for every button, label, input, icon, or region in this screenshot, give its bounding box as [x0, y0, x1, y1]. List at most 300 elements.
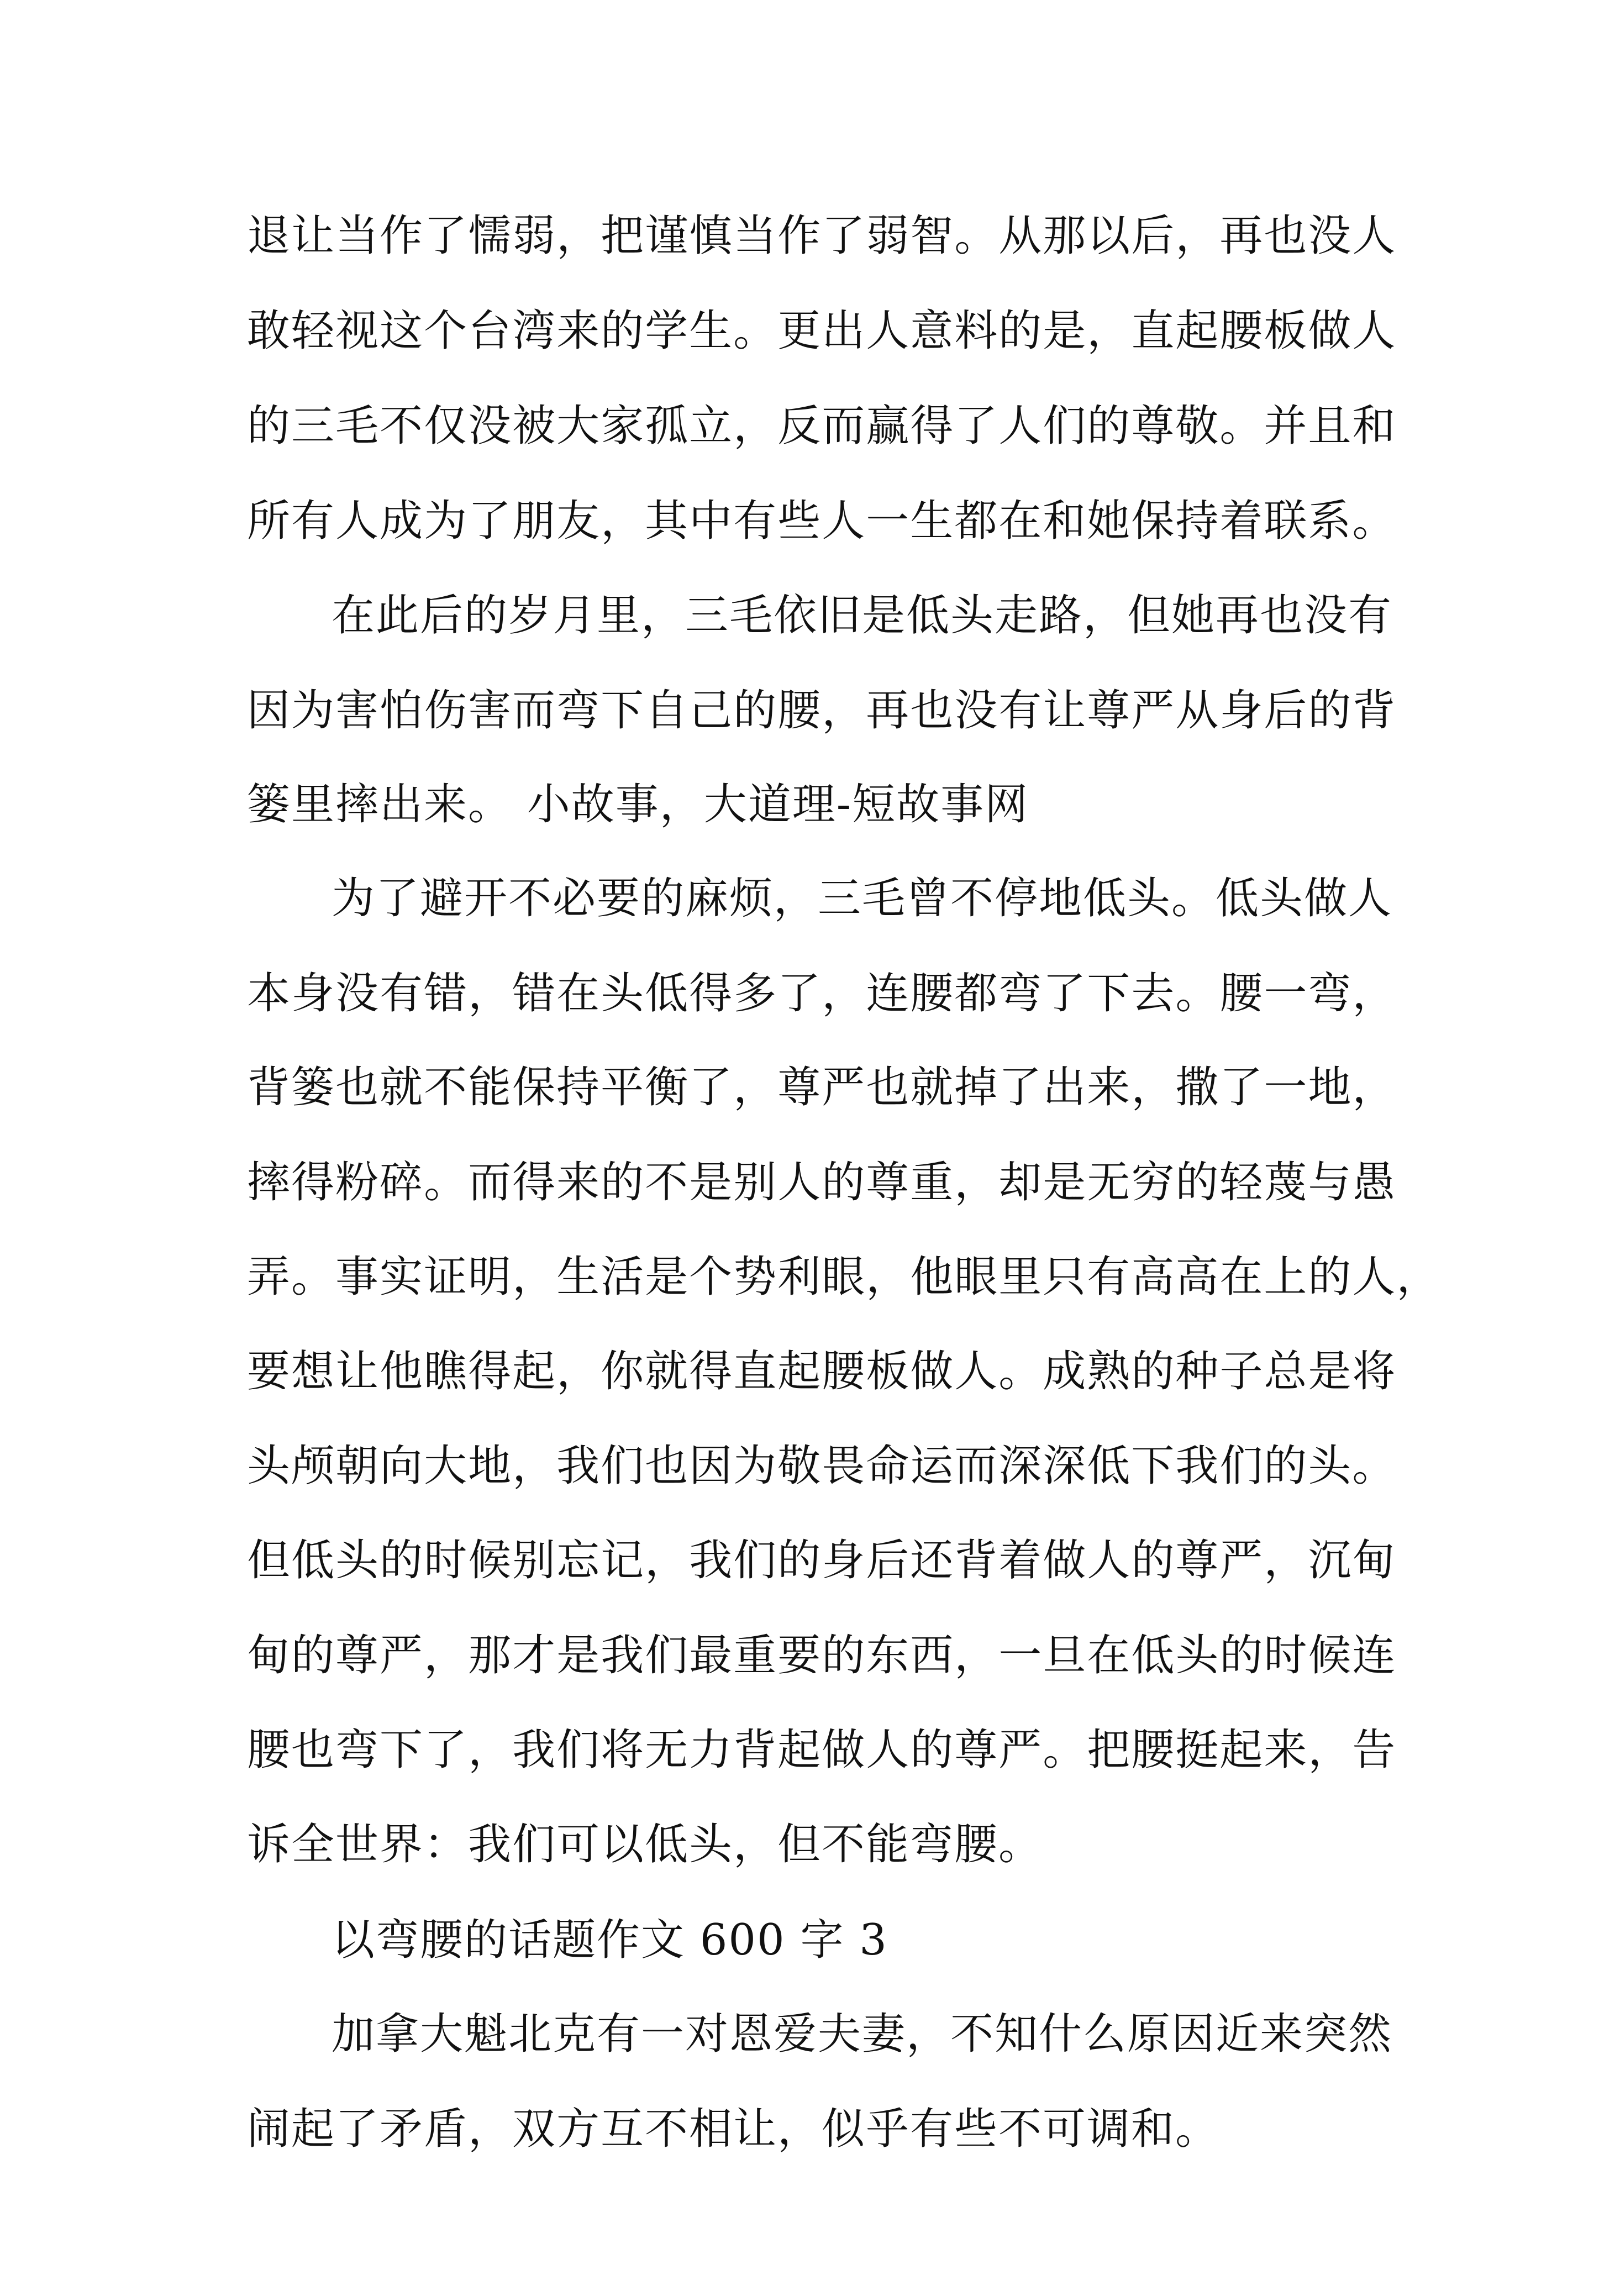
char-glyph: 深 [998, 1441, 1043, 1491]
char-glyph: ， [733, 401, 778, 451]
char-glyph: 所 [247, 496, 292, 546]
char-glyph: 将 [1352, 1347, 1397, 1396]
char-glyph: ， [1264, 1536, 1308, 1585]
char-glyph: 是 [689, 1158, 734, 1207]
paragraph-last-line: 闹起了矛盾，双方互不相让，似乎有些不可调和。 [247, 2104, 1220, 2154]
char-glyph: 后 [1131, 211, 1176, 261]
char-glyph: 让 [291, 211, 336, 261]
char-glyph: 们 [733, 1536, 778, 1585]
char-glyph: 还 [910, 1536, 955, 1585]
char-glyph: 眼 [954, 1252, 999, 1302]
char-glyph: 而 [468, 1158, 513, 1207]
char-glyph: 别 [733, 1158, 778, 1207]
char-glyph: ， [822, 686, 866, 735]
char-glyph: 力 [689, 1725, 734, 1775]
char-glyph: 们 [601, 1441, 645, 1491]
char-glyph: 。 [1175, 969, 1220, 1018]
char-glyph: 才 [512, 1631, 557, 1680]
char-glyph: 让 [1043, 686, 1087, 735]
char-glyph: 做 [1043, 1536, 1087, 1585]
char-glyph: 有 [380, 969, 424, 1018]
char-glyph: 的 [601, 1158, 645, 1207]
char-glyph: 那 [1043, 211, 1087, 261]
char-glyph: 是 [645, 1252, 690, 1302]
char-glyph: 身 [822, 1536, 866, 1585]
char-glyph: 身 [1219, 686, 1264, 735]
char-glyph: 错 [512, 969, 557, 1018]
char-glyph: ， [424, 1631, 469, 1680]
char-glyph: 的 [733, 686, 778, 735]
char-glyph: ， [468, 1725, 513, 1775]
char-glyph: 下 [1087, 969, 1132, 1018]
char-glyph: 尊 [1175, 1536, 1220, 1585]
char-glyph: 以 [1087, 211, 1132, 261]
char-glyph: 头 [247, 1441, 292, 1491]
char-glyph: 。 [733, 306, 778, 356]
char-glyph: ， [512, 1252, 557, 1302]
char-glyph: 碎 [380, 1158, 424, 1207]
char-glyph: 朝 [335, 1441, 380, 1491]
char-glyph: 孤 [645, 401, 690, 451]
char-glyph: 了 [954, 401, 999, 451]
char-glyph: 头 [601, 969, 645, 1018]
char-glyph: 家 [601, 401, 645, 451]
char-glyph: 板 [866, 1347, 911, 1396]
paragraph-first-line: 在此后的岁月里，三毛依旧是低头走路，但她再也没有 [332, 591, 1393, 640]
char-glyph: 的 [291, 1631, 336, 1680]
char-glyph: 。 [1352, 496, 1397, 546]
char-glyph: 了 [998, 1063, 1043, 1112]
char-glyph: 有 [998, 686, 1043, 735]
char-glyph: 弯 [1308, 969, 1353, 1018]
char-glyph: 板 [1264, 306, 1308, 356]
char-glyph: 成 [380, 496, 424, 546]
char-glyph: 的 [822, 1158, 866, 1207]
char-glyph: 得 [512, 1158, 557, 1207]
char-glyph: 敬 [1175, 401, 1220, 451]
char-glyph: 高 [1131, 1252, 1176, 1302]
char-glyph: 弄 [247, 1252, 292, 1302]
char-glyph: 平 [601, 1063, 645, 1112]
paragraph-last-line: 篓里摔出来。 小故事，大道理-短故事网 [247, 780, 1029, 829]
char-glyph: 了 [424, 1725, 469, 1775]
char-glyph: 大 [424, 1441, 469, 1491]
section-heading [0, 1915, 1599, 2013]
char-glyph: 深 [1043, 1441, 1087, 1491]
char-glyph: 有 [291, 496, 336, 546]
char-glyph: 。 [998, 1347, 1043, 1396]
char-glyph: 起 [512, 1347, 557, 1396]
char-glyph: 得 [689, 1347, 734, 1396]
char-glyph: 颅 [291, 1441, 336, 1491]
char-glyph: ， [1308, 1725, 1353, 1775]
char-glyph: 的 [1264, 1441, 1308, 1491]
text-line-12 [247, 1252, 1441, 1349]
text-line-16 [247, 1631, 1397, 1728]
char-glyph: 却 [998, 1158, 1043, 1207]
char-glyph: 都 [954, 496, 999, 546]
text-line-9 [247, 969, 1397, 1066]
char-glyph: 友 [556, 496, 601, 546]
char-glyph: ， [556, 211, 601, 261]
char-glyph: 生 [556, 1252, 601, 1302]
char-glyph: 的 [910, 1725, 955, 1775]
char-glyph: 都 [954, 969, 999, 1018]
char-glyph: 眼 [822, 1252, 866, 1302]
text-line-20 [0, 2009, 1599, 2106]
char-glyph: 总 [1264, 1347, 1308, 1396]
char-glyph: 种 [1175, 1347, 1220, 1396]
char-glyph: 在 [1087, 1631, 1132, 1680]
char-glyph: 时 [1264, 1631, 1308, 1680]
char-glyph: 里 [998, 1252, 1043, 1302]
char-glyph: 我 [601, 1631, 645, 1680]
char-glyph: 。 [1352, 1441, 1397, 1491]
char-glyph: 尊 [866, 1158, 911, 1207]
char-glyph: 再 [1219, 211, 1264, 261]
char-glyph: 没 [954, 686, 999, 735]
char-glyph: 在 [1219, 1252, 1264, 1302]
char-glyph: 出 [1043, 1063, 1087, 1112]
char-glyph: 人 [335, 496, 380, 546]
char-glyph: 当 [733, 211, 778, 261]
char-glyph: 与 [1308, 1158, 1353, 1207]
text-line-5 [0, 591, 1599, 688]
char-glyph: 作 [777, 211, 822, 261]
char-glyph: 无 [645, 1725, 690, 1775]
char-glyph: 些 [777, 496, 822, 546]
char-glyph: 系 [1308, 496, 1353, 546]
char-glyph: 不 [380, 401, 424, 451]
char-glyph: 最 [689, 1631, 734, 1680]
char-glyph: 做 [1308, 306, 1353, 356]
char-glyph: 腰 [247, 1725, 292, 1775]
char-glyph: 的 [777, 1536, 822, 1585]
char-glyph: 人 [777, 1158, 822, 1207]
char-glyph: 得 [468, 1347, 513, 1396]
text-line-1 [247, 211, 1397, 308]
char-glyph: 甸 [1352, 1536, 1397, 1585]
char-glyph: 们 [1219, 1441, 1264, 1491]
char-glyph: 低 [291, 1536, 336, 1585]
char-glyph: 保 [512, 1063, 557, 1112]
char-glyph: 的 [1131, 1536, 1176, 1585]
char-glyph: 我 [1175, 1441, 1220, 1491]
char-glyph: 做 [822, 1725, 866, 1775]
char-glyph: 高 [1175, 1252, 1220, 1302]
char-glyph: 是 [1043, 1158, 1087, 1207]
char-glyph: 人 [866, 306, 911, 356]
char-glyph: 仅 [424, 401, 469, 451]
char-glyph: 毛 [335, 401, 380, 451]
text-line-21 [0, 2104, 1599, 2202]
char-glyph: ， [645, 1536, 690, 1585]
char-glyph: 是 [556, 1631, 601, 1680]
char-glyph: 着 [998, 1536, 1043, 1585]
char-glyph: 生 [689, 306, 734, 356]
char-glyph: 再 [866, 686, 911, 735]
char-glyph: ， [1352, 969, 1397, 1018]
char-glyph: 为 [733, 1441, 778, 1491]
char-glyph: 个 [424, 306, 469, 356]
char-glyph: 上 [1264, 1252, 1308, 1302]
text-line-10 [247, 1063, 1397, 1160]
char-glyph: 错 [424, 969, 469, 1018]
char-glyph: 严 [998, 1725, 1043, 1775]
char-glyph: 为 [424, 496, 469, 546]
char-glyph: 严 [822, 1063, 866, 1112]
char-glyph: 明 [468, 1252, 513, 1302]
char-glyph: 台 [468, 306, 513, 356]
char-glyph: ， [1087, 306, 1132, 356]
char-glyph: 来 [556, 306, 601, 356]
char-glyph: 人 [1352, 306, 1397, 356]
char-glyph: 的 [1308, 686, 1353, 735]
char-glyph: 人 [1087, 1536, 1132, 1585]
char-glyph: 弯 [998, 969, 1043, 1018]
char-glyph: 就 [910, 1063, 955, 1112]
char-glyph: 要 [247, 1347, 292, 1396]
char-glyph: 想 [291, 1347, 336, 1396]
char-glyph: 衡 [645, 1063, 690, 1112]
char-glyph: 退 [247, 211, 292, 261]
char-glyph: 得 [910, 401, 955, 451]
char-glyph: 连 [1352, 1631, 1397, 1680]
char-glyph: 你 [601, 1347, 645, 1396]
char-glyph: 人 [822, 496, 866, 546]
char-glyph: 也 [291, 1725, 336, 1775]
char-glyph: 生 [910, 496, 955, 546]
text-line-8 [0, 874, 1599, 971]
char-glyph: 撒 [1175, 1063, 1220, 1112]
char-glyph: 后 [866, 1536, 911, 1585]
char-glyph: 起 [777, 1725, 822, 1775]
char-glyph: 头 [1308, 1441, 1353, 1491]
char-glyph: 旦 [1043, 1631, 1087, 1680]
char-glyph: 连 [866, 969, 911, 1018]
char-glyph: 而 [822, 401, 866, 451]
text-line-14 [247, 1441, 1397, 1538]
char-glyph: 活 [601, 1252, 645, 1302]
char-glyph: 忘 [556, 1536, 601, 1585]
char-glyph: 了 [468, 496, 513, 546]
char-glyph: 了 [822, 211, 866, 261]
char-glyph: ， [733, 1063, 778, 1112]
char-glyph: 腰 [1219, 306, 1264, 356]
char-glyph: 并 [1264, 401, 1308, 451]
char-glyph: 从 [998, 211, 1043, 261]
char-glyph: 熟 [1087, 1347, 1132, 1396]
char-glyph: 有 [733, 496, 778, 546]
char-glyph: 西 [910, 1631, 955, 1680]
char-glyph: 我 [512, 1725, 557, 1775]
char-glyph: 不 [424, 1063, 469, 1112]
char-glyph: 出 [822, 306, 866, 356]
char-glyph: 甸 [247, 1631, 292, 1680]
char-glyph: 慎 [689, 211, 734, 261]
char-glyph: 持 [556, 1063, 601, 1112]
char-glyph: 那 [468, 1631, 513, 1680]
char-glyph: 无 [1087, 1158, 1132, 1207]
char-glyph: 严 [1219, 1536, 1264, 1585]
char-glyph: 们 [645, 1631, 690, 1680]
char-glyph: 背 [733, 1725, 778, 1775]
char-glyph: 证 [424, 1252, 469, 1302]
char-glyph: 因 [247, 686, 292, 735]
char-glyph: 来 [556, 1158, 601, 1207]
char-glyph: 低 [645, 969, 690, 1018]
char-glyph: 不 [645, 1158, 690, 1207]
char-glyph: 而 [512, 686, 557, 735]
char-glyph: 也 [866, 1063, 911, 1112]
char-glyph: 瞧 [424, 1347, 469, 1396]
text-line-17 [247, 1725, 1397, 1822]
char-glyph: 了 [777, 969, 822, 1018]
char-glyph: 更 [777, 306, 822, 356]
char-glyph: 得 [291, 1158, 336, 1207]
char-glyph: 就 [645, 1347, 690, 1396]
char-glyph: 的 [1175, 1158, 1220, 1207]
char-glyph: 头 [335, 1536, 380, 1585]
char-glyph: 挺 [1175, 1725, 1220, 1775]
char-glyph: 大 [556, 401, 601, 451]
char-glyph: 后 [1264, 686, 1308, 735]
text-line-4 [247, 496, 1397, 593]
char-glyph: 中 [689, 496, 734, 546]
char-glyph: 掉 [954, 1063, 999, 1112]
text-line-6 [247, 686, 1397, 783]
char-glyph: 我 [689, 1536, 734, 1585]
char-glyph: 沉 [1308, 1536, 1353, 1585]
char-glyph: 在 [998, 496, 1043, 546]
char-glyph: ， [822, 969, 866, 1018]
char-glyph: 。 [1043, 1725, 1087, 1775]
char-glyph: 是 [1043, 306, 1087, 356]
paragraph-first-line: 为了避开不必要的麻烦，三毛曾不停地低头。低头做人 [332, 874, 1393, 923]
char-glyph: 本 [247, 969, 292, 1018]
char-glyph: 只 [1043, 1252, 1087, 1302]
char-glyph: 弱 [866, 211, 911, 261]
char-glyph: 严 [1131, 686, 1176, 735]
char-glyph: 让 [335, 1347, 380, 1396]
char-glyph: 身 [291, 969, 336, 1018]
char-glyph: 畏 [822, 1441, 866, 1491]
char-glyph: 反 [777, 401, 822, 451]
char-glyph: 运 [910, 1441, 955, 1491]
char-glyph: 摔 [247, 1158, 292, 1207]
char-glyph: 子 [1219, 1347, 1264, 1396]
char-glyph: 了 [1043, 969, 1087, 1018]
char-glyph: 尊 [954, 1725, 999, 1775]
char-glyph: 起 [777, 1347, 822, 1396]
char-glyph: ， [866, 1252, 911, 1302]
char-glyph: 着 [1219, 496, 1264, 546]
char-glyph: 记 [601, 1536, 645, 1585]
char-glyph: 的 [1131, 1347, 1176, 1396]
char-glyph: 命 [866, 1441, 911, 1491]
char-glyph: 学 [645, 306, 690, 356]
char-glyph: 视 [335, 306, 380, 356]
char-glyph: 赢 [866, 401, 911, 451]
char-glyph: 朋 [512, 496, 557, 546]
char-glyph: 人 [998, 401, 1043, 451]
char-glyph: 的 [380, 1536, 424, 1585]
char-glyph: 腰 [822, 1347, 866, 1396]
char-glyph: 一 [998, 1631, 1043, 1680]
char-glyph: 人 [1352, 1252, 1397, 1302]
char-glyph: 这 [380, 306, 424, 356]
text-line-2 [247, 306, 1397, 403]
char-glyph: 联 [1264, 496, 1308, 546]
text-line-7 [0, 780, 1599, 877]
char-glyph: 一 [1264, 969, 1308, 1018]
char-glyph: 其 [645, 496, 690, 546]
char-glyph: 告 [1352, 1725, 1397, 1775]
char-glyph: ， [1396, 1252, 1441, 1302]
char-glyph: 严 [380, 1631, 424, 1680]
char-glyph: 腰 [1219, 969, 1264, 1018]
char-glyph: ， [556, 1347, 601, 1396]
char-glyph: 成 [1043, 1347, 1087, 1396]
char-glyph: 事 [335, 1252, 380, 1302]
char-glyph: 和 [1043, 496, 1087, 546]
char-glyph: 下 [380, 1725, 424, 1775]
text-line-3 [247, 401, 1397, 498]
char-glyph: 且 [1308, 401, 1353, 451]
char-glyph: 伤 [424, 686, 469, 735]
char-glyph: 来 [1087, 1063, 1132, 1112]
char-glyph: 蔑 [1264, 1158, 1308, 1207]
char-glyph: 人 [954, 1347, 999, 1396]
char-glyph: 为 [291, 686, 336, 735]
char-glyph: 智 [910, 211, 955, 261]
char-glyph: 也 [645, 1441, 690, 1491]
char-glyph: 腰 [777, 686, 822, 735]
char-glyph: ， [1352, 1063, 1397, 1112]
char-glyph: 的 [1219, 1631, 1264, 1680]
char-glyph: 实 [380, 1252, 424, 1302]
paragraph-first-line: 加拿大魁北克有一对恩爱夫妻，不知什么原因近来突然 [332, 2009, 1393, 2059]
char-glyph: 持 [1175, 496, 1220, 546]
char-glyph: 懦 [468, 211, 513, 261]
char-glyph: 多 [733, 969, 778, 1018]
char-glyph: 低 [1131, 1631, 1176, 1680]
char-glyph: 尊 [1131, 401, 1176, 451]
char-glyph: 。 [954, 211, 999, 261]
char-glyph: 利 [777, 1252, 822, 1302]
char-glyph: 己 [689, 686, 734, 735]
char-glyph: 也 [910, 686, 955, 735]
text-line-11 [247, 1158, 1397, 1255]
char-glyph: 和 [1352, 401, 1397, 451]
char-glyph: 地 [1308, 1063, 1353, 1112]
char-glyph: 害 [335, 686, 380, 735]
char-glyph: 是 [1308, 1347, 1353, 1396]
char-glyph: 。 [291, 1252, 336, 1302]
char-glyph: 去 [1131, 969, 1176, 1018]
char-glyph: 弱 [512, 211, 557, 261]
char-glyph: 重 [733, 1631, 778, 1680]
char-glyph: 候 [1308, 1631, 1353, 1680]
char-glyph: 的 [601, 306, 645, 356]
char-glyph: 地 [468, 1441, 513, 1491]
char-glyph: 愚 [1352, 1158, 1397, 1207]
char-glyph: 弯 [335, 1725, 380, 1775]
char-glyph: ， [1131, 1063, 1176, 1112]
char-glyph: 而 [954, 1441, 999, 1491]
char-glyph: 被 [512, 401, 557, 451]
char-glyph: 轻 [1219, 1158, 1264, 1207]
